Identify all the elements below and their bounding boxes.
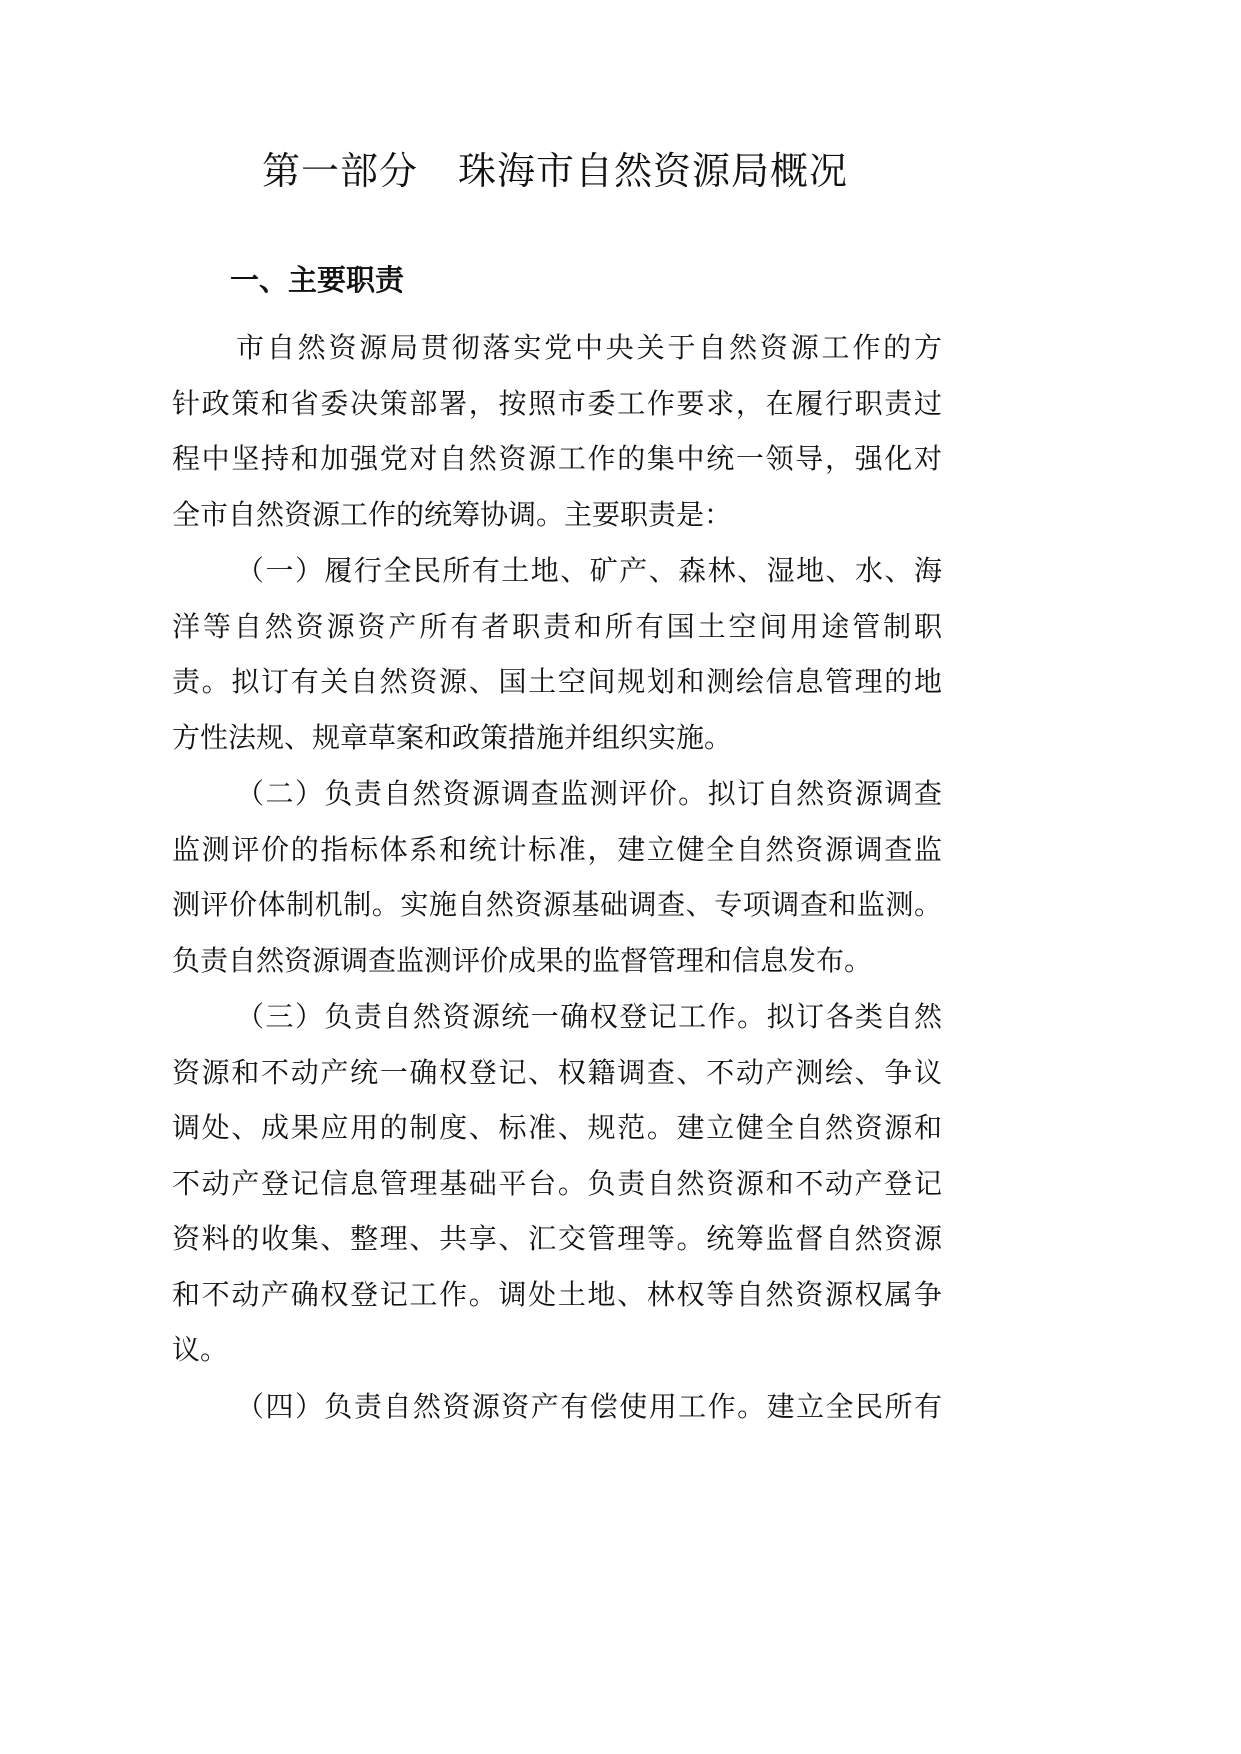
paragraph-line: （一）履行全民所有土地、矿产、森林、湿地、水、海 bbox=[236, 554, 942, 587]
section-heading: 一、主要职责 bbox=[230, 263, 405, 297]
paragraph bbox=[172, 320, 942, 542]
title-part: 第一部分 bbox=[261, 149, 418, 193]
paragraph bbox=[172, 543, 942, 765]
paragraph-line: 市自然资源局贯彻落实党中央关于自然资源工作的方 bbox=[236, 331, 942, 364]
paragraph-line: 全市自然资源工作的统筹协调。主要职责是： bbox=[172, 497, 733, 531]
paragraph-line: 负责自然资源调查监测评价成果的监督管理和信息发布。 bbox=[172, 943, 873, 977]
paragraph bbox=[172, 1379, 942, 1435]
paragraph-line: （四）负责自然资源资产有偿使用工作。建立全民所有 bbox=[236, 1389, 942, 1423]
paragraph-line: （二）负责自然资源调查监测评价。拟订自然资源调查 bbox=[236, 777, 942, 810]
paragraph-line: 针政策和省委决策部署，按照市委工作要求，在履行职责过 bbox=[172, 386, 942, 420]
paragraph-line: 洋等自然资源资产所有者职责和所有国土空间用途管制职 bbox=[172, 609, 942, 643]
paragraph-line: 监测评价的指标体系和统计标准，建立健全自然资源调查监 bbox=[172, 832, 942, 866]
paragraph-line: 资料的收集、整理、共享、汇交管理等。统筹监督自然资源 bbox=[172, 1222, 942, 1255]
paragraph-line: 不动产登记信息管理基础平台。负责自然资源和不动产登记 bbox=[172, 1166, 942, 1200]
paragraph-line: （三）负责自然资源统一确权登记工作。拟订各类自然 bbox=[236, 1000, 942, 1033]
paragraph-line: 调处、成果应用的制度、标准、规范。建立健全自然资源和 bbox=[172, 1111, 942, 1144]
paragraph-line: 责。拟订有关自然资源、国土空间规划和测绘信息管理的地 bbox=[172, 665, 942, 698]
paragraph-line: 程中坚持和加强党对自然资源工作的集中统一领导，强化对 bbox=[172, 442, 942, 475]
paragraph-line: 测评价体制机制。实施自然资源基础调查、专项调查和监测。 bbox=[172, 888, 942, 921]
page-title bbox=[0, 140, 1110, 195]
paragraph-line: 议。 bbox=[172, 1333, 229, 1366]
paragraph-line: 资源和不动产统一确权登记、权籍调查、不动产测绘、争议 bbox=[172, 1055, 942, 1089]
document-body bbox=[172, 320, 942, 1435]
paragraph bbox=[172, 989, 942, 1378]
paragraph-line: 和不动产确权登记工作。调处土地、林权等自然资源权属争 bbox=[172, 1277, 942, 1311]
paragraph bbox=[172, 766, 942, 988]
title-name: 珠海市自然资源局概况 bbox=[458, 149, 849, 193]
paragraph-line: 方性法规、规章草案和政策措施并组织实施。 bbox=[172, 720, 733, 754]
